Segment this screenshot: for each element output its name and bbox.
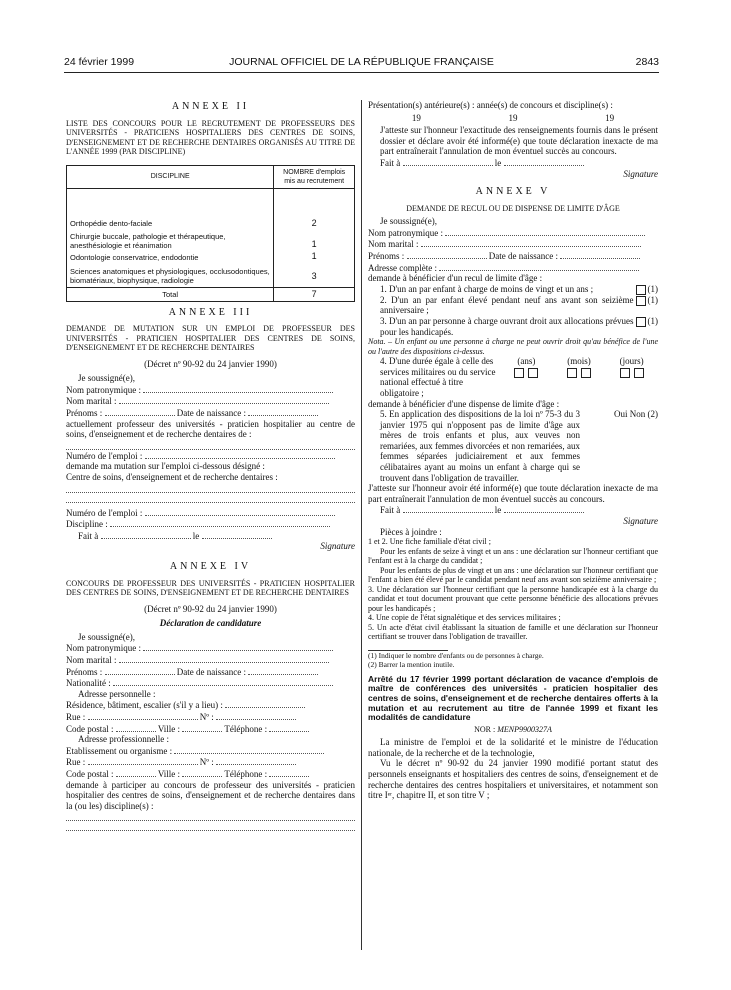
checkbox[interactable] (528, 368, 538, 378)
col-count-header: NOMBRE d'emplois mis au recrutement (274, 165, 355, 188)
annex5-title: ANNEXE V (475, 186, 551, 198)
arrete-title: Arrêté du 17 février 1999 portant déclaration de vacance d'emplois de maître de conférences des universités - praticien hospitalier des centres de soins, d'enseignement et de recherche dentaires offerts à la mutation et au recrutement au titre de l'année 1999 et fixant les modalités de candidature (368, 673, 658, 723)
discipline-label: Orthopédie dento-faciale (70, 218, 153, 228)
annex3-field-emploi2: Numéro de l'emploi : (66, 507, 355, 519)
count-value: 3 (311, 270, 317, 281)
discipline-label: Odontologie conservatrice, endodontie (70, 252, 199, 262)
annex3-title: ANNEXE III (168, 306, 253, 318)
annex5-field-marital: Nom marital : (368, 238, 658, 250)
annex3-signature: Signature (320, 541, 355, 552)
years-row (368, 113, 658, 124)
arrete-p1: La ministre de l'emploi et de la solidarité et le ministre de l'éducation nationale, de la recherche et de la technologie, (368, 737, 658, 758)
annex5-field-prenoms: Prénoms : Date de naissance : (368, 250, 658, 262)
checkbox[interactable] (634, 368, 644, 378)
count-value: 1 (311, 238, 317, 249)
annex3-actuellement: actuellement professeur des universités - praticien hospitalier au centre de soins, d'enseignement et de recherche dentaires de : (66, 418, 355, 440)
discipline-cell (67, 188, 274, 287)
right-column (368, 100, 658, 801)
piece-1: 1 et 2. Une fiche familiale d'état civil ; (368, 537, 491, 547)
annex5-heading: DEMANDE DE RECUL OU DE DISPENSE DE LIMITE D'ÂGE (406, 203, 620, 213)
right-fait: Fait à le (368, 157, 658, 169)
annex5-fait: Fait à le (368, 504, 658, 516)
year-prefix: 19 (508, 112, 518, 123)
checkbox[interactable] (636, 296, 646, 306)
annex5-recul: demande à bénéficier d'un recul de limite d'âge : (368, 273, 543, 284)
annex2-heading: LISTE DES CONCOURS POUR LE RECRUTEMENT DE PROFESSEURS DES UNIVERSITÉS - PRATICIENS HOSPITALIERS DES CENTRES DE SOINS, D'ENSEIGNEMENT ET DE RECHERCHE DENTAIRES ORGANISÉS AU TITRE DE L'ANNÉE 1999 (PAR DISCIPLINE) (66, 118, 355, 157)
footnote-1: (1) Indiquer le nombre d'enfants ou de personnes à charge. (368, 650, 544, 660)
annex4-field-rue: Rue : Nº : (66, 711, 355, 723)
pieces-title: Pièces à joindre : (380, 526, 442, 537)
annex4-field-prenoms: Prénoms : Date de naissance : (66, 666, 355, 678)
col-discipline-header: DISCIPLINE (67, 165, 274, 188)
option-5: 5. En application des dispositions de la loi nº 75-3 du 3 janvier 1975 qui n'opposent pas de limite d'âge aux mères de trois enfants et plus, aux veuves non remariées, aux femmes divorcées et non remariées, aux femmes séparées judiciairement et aux femmes célibataires ayant au moins un enfant à charge qui se trouvent dans l'obligation de travailler. Oui Non (2) (380, 409, 658, 483)
header-date: 24 février 1999 (64, 56, 135, 68)
discipline-table (66, 165, 355, 302)
annex4-decree: (Décret nº 90-92 du 24 janvier 1990) (144, 603, 277, 614)
discipline-label: Chirurgie buccale, pathologie et thérapeutique, anesthésiologie et réanimation (70, 231, 226, 250)
annex3-field-nom: Nom patronymique : (66, 384, 355, 396)
piece-5: 5. Un acte d'état civil établissant la situation de famille et une déclaration sur l'honneur certifiant se trouver dans l'obligation de travailler. (368, 622, 658, 642)
dotted-line (66, 821, 355, 831)
annex4-demande: demande à participer au concours de professeur des universités - praticien hospitalier des centres de soins, d'enseignement et de recherche dentaires dans la (ou les) discipline(s) : (66, 779, 355, 811)
option-1: 1. D'un an par enfant à charge de moins de vingt et un ans ; (1) (380, 283, 658, 294)
annex3-decree: (Décret nº 90-92 du 24 janvier 1990) (144, 358, 277, 369)
annex4-field-nationalite: Nationalité : (66, 677, 355, 689)
option-2: 2. D'un an par enfant élevé pendant neuf ans avant son seizième anniversaire ; (1) (380, 294, 658, 316)
annex3-line: Je soussigné(e), (78, 373, 135, 384)
arrete-nor: NOR : MENP9900327A (474, 724, 552, 734)
annex3-field-prenoms: Prénoms : Date de naissance : (66, 407, 355, 419)
annex4-field-rue2: Rue : Nº : (66, 756, 355, 768)
dotted-line (66, 440, 355, 450)
footnote-2: (2) Barrer la mention inutile. (368, 659, 455, 669)
count-value: 2 (311, 217, 317, 228)
annex5-nota: Nota. – Un enfant ou une personne à charge ne peut ouvrir droit qu'au bénéfice de l'une ou l'autre des dispositions ci-dessus. (368, 337, 658, 356)
arrete-p2: Vu le décret nº 90-92 du 24 janvier 1990 modifié portant statut des personnels enseignants et hospitaliers des centres de soins, d'enseignement et de recherche dentaires des centres hospitaliers et universitaires, et notamment son titre Iᵉʳ, chapitre II, et son titre V ; (368, 758, 658, 801)
piece-4: 4. Une copie de l'état signalétique et des services militaires ; (368, 613, 561, 623)
checkbox[interactable] (581, 368, 591, 378)
option-4: 4. D'une durée égale à celle des services militaires ou du service national effectué à titre obligatoire ; (ans) (mois) (jours) (380, 356, 644, 398)
table-header-row (67, 165, 355, 188)
annex3-field-marital: Nom marital : (66, 395, 355, 407)
annex3-heading: DEMANDE DE MUTATION SUR UN EMPLOI DE PROFESSEUR DES UNIVERSITÉS - PRATICIEN HOSPITALIER DES CENTRES DE SOINS, D'ENSEIGNEMENT ET DE RECHERCHE DENTAIRES (66, 324, 355, 353)
checkbox[interactable] (514, 368, 524, 378)
annex4-field-marital: Nom marital : (66, 654, 355, 666)
annex4-line: Je soussigné(e), (78, 631, 135, 642)
year-prefix: 19 (411, 112, 421, 123)
annex5-dispense: demande à bénéficier d'une dispense de limite d'âge : (368, 398, 560, 409)
discipline-label: Sciences anatomiques et physiologiques, occlusodontiques, biomatériaux, biophysique, radiologie (70, 266, 270, 285)
year-prefix: 19 (605, 112, 615, 123)
dotted-line (66, 811, 355, 821)
annex3-centre: Centre de soins, d'enseignement et de recherche dentaires : (66, 472, 278, 483)
annex4-field-etablissement: Etablissement ou organisme : (66, 745, 355, 757)
annex4-field-cp: Code postal : Ville : Téléphone : (66, 723, 355, 735)
count-cell (274, 188, 355, 287)
piece-3: 3. Une déclaration sur l'honneur certifiant que la personne handicapée est à la charge du candidat et tout document prouvant que cette personne bénéficie des allocations prévues pour les handicapés ; (368, 584, 658, 613)
table-total-row (67, 287, 355, 301)
annex4-adresse-perso: Adresse personnelle : (78, 688, 156, 699)
header-journal: JOURNAL OFFICIEL DE LA RÉPUBLIQUE FRANÇAISE (229, 56, 494, 68)
column-divider (361, 100, 362, 950)
annex5-field-nom: Nom patronymique : (368, 227, 658, 239)
annex4-heading: CONCOURS DE PROFESSEUR DES UNIVERSITÉS - PRATICIEN HOSPITALIER DES CENTRES DE SOINS, D'ENSEIGNEMENT ET DE RECHERCHE DENTAIRES (66, 578, 355, 598)
annex2-title: ANNEXE II (171, 101, 250, 112)
attestation: J'atteste sur l'honneur l'exactitude des renseignements fournis dans le présent dossier et déclare avoir été informé(e) que toute déclaration inexacte de ma part entraînerait l'annulation de mon éventuel succès au concours. (380, 125, 658, 157)
annex4-field-cp2: Code postal : Ville : Téléphone : (66, 768, 355, 780)
count-value: 1 (311, 250, 317, 261)
annex5-signature: Signature (623, 516, 658, 527)
annex4-field-residence: Résidence, bâtiment, escalier (s'il y a lieu) : (66, 699, 355, 711)
annex4-adresse-pro: Adresse professionnelle : (78, 734, 169, 745)
annex5-field-adresse: Adresse complète : (368, 262, 658, 274)
dotted-line (66, 493, 355, 503)
header-page-number: 2843 (635, 56, 659, 68)
total-label: Total (67, 287, 274, 301)
checkbox[interactable] (636, 317, 646, 327)
annex4-title: ANNEXE IV (169, 561, 252, 572)
annex4-field-nom: Nom patronymique : (66, 642, 355, 654)
table-row (67, 188, 355, 287)
annex3-fait: Fait à le (66, 530, 355, 542)
total-value: 7 (274, 287, 355, 301)
annex3-demande: demande ma mutation sur l'emploi ci-dessous désigné : (66, 461, 265, 472)
right-signature: Signature (623, 168, 658, 179)
annex4-subtitle: Déclaration de candidature (159, 618, 262, 629)
dotted-line (66, 483, 355, 493)
left-column (66, 100, 355, 831)
checkbox[interactable] (567, 368, 577, 378)
option-3: 3. D'un an par personne à charge ouvrant droit aux allocations prévues pour les handicapés. (1) (380, 315, 658, 337)
checkbox[interactable] (620, 368, 630, 378)
piece-1a: Pour les enfants de seize à vingt et un ans : une déclaration sur l'honneur certifiant que l'enfant est à la charge du candidat ; (368, 546, 658, 566)
piece-1b: Pour les enfants de plus de vingt et un ans : une déclaration sur l'honneur certifiant que l'enfant a bien été élevé par le candidat pendant neuf ans avant son seizième anniversaire ; (368, 565, 658, 585)
presentations: Présentation(s) antérieure(s) : année(s) de concours et discipline(s) : (368, 100, 613, 110)
annex3-field-emploi: Numéro de l'emploi : (66, 450, 355, 462)
annex3-field-discipline: Discipline : (66, 518, 355, 530)
annex5-line: Je soussigné(e), (380, 216, 437, 227)
checkbox[interactable] (636, 285, 646, 295)
annex5-attestation: J'atteste sur l'honneur avoir été informé(e) que toute déclaration inexacte de ma part entraînerait l'annulation de mon éventuel succès au concours. (368, 483, 658, 504)
page-header (64, 56, 659, 73)
